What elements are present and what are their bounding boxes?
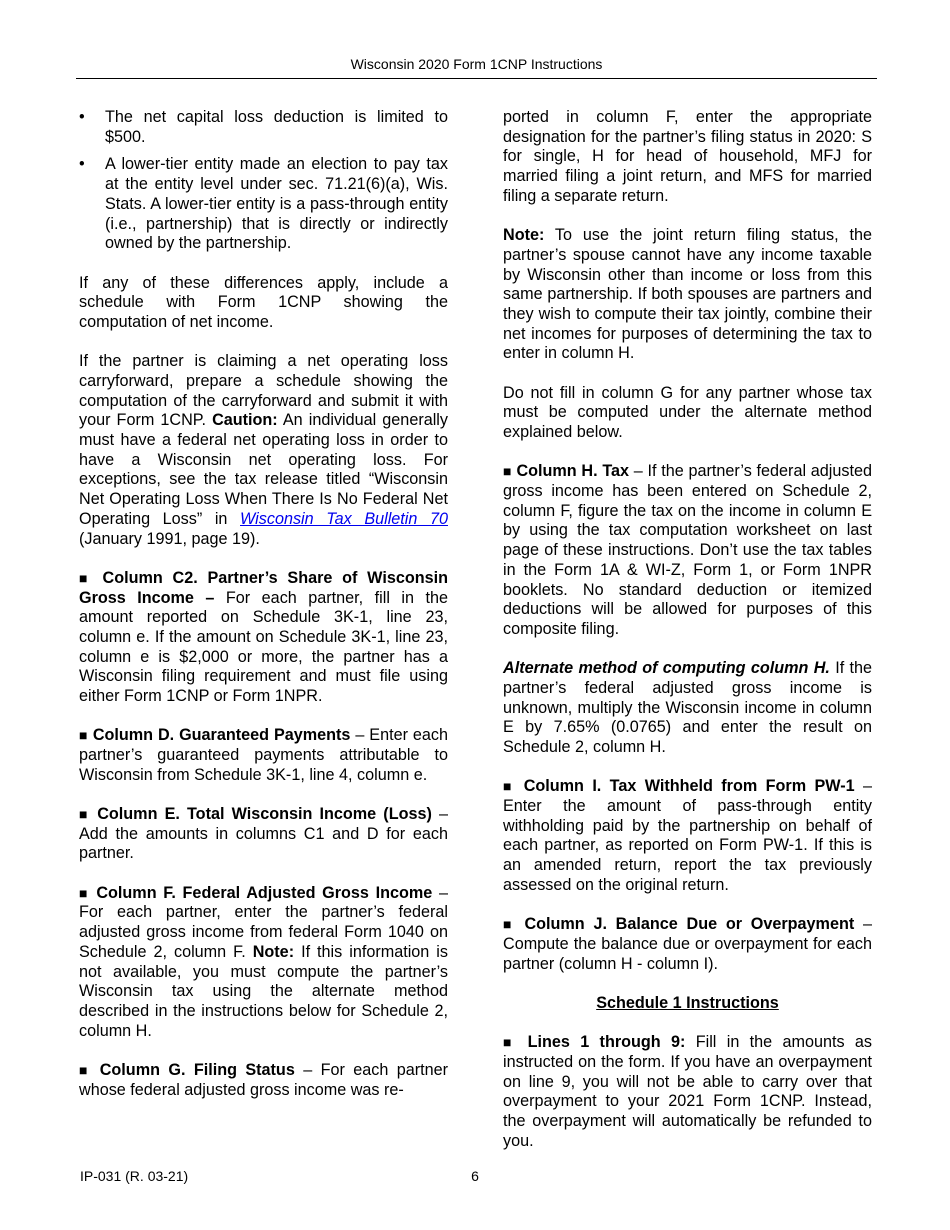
column-d-heading: Column D. Guaranteed Payments (92, 726, 351, 745)
right-column (503, 108, 872, 1171)
column-d-section: ■ Column D. Guaranteed Payments – Enter each partner’s guaranteed payments attributable to Wisconsin from Schedule 3K-1, line 4, column e. (79, 726, 448, 784)
column-g-section: ■ Column G. Filing Status – For each partner whose federal adjusted gross income was re- (79, 1060, 449, 1099)
square-bullet-icon: ■ (79, 806, 91, 823)
column-i-section: ■ Column I. Tax Withheld from Form PW-1 – Enter the amount of pass-through entity withholding paid by the partnership on behalf of each partner, as reported on Form PW-1. If this is an amended return, report the tax previously assessed on the original return. (503, 777, 872, 894)
caution-label: Caution: (212, 411, 278, 430)
tax-bulletin-link[interactable]: Wisconsin Tax Bulletin 70 (240, 509, 448, 528)
list-item: • A lower-tier entity made an election to pay tax at the entity level under sec. 71.21(6)(a), Wis. Stats. A lower-tier entity is a pass-through entity (i.e., partnership) that is directly or indirectly owned by the partnership. (79, 155, 448, 254)
column-i-heading: Column I. Tax Withheld from Form PW-1 (523, 777, 855, 796)
column-g-paragraph: Do not fill in column G for any partner whose tax must be computed under the alternate method explained below. (503, 383, 872, 442)
column-j-section: ■ Column J. Balance Due or Overpayment – Compute the balance due or overpayment for each partner (column H - column I). (503, 915, 872, 973)
square-bullet-icon: ■ (79, 569, 93, 586)
differences-paragraph: If any of these differences apply, include a schedule with Form 1CNP showing the computation of net income. (79, 273, 448, 331)
page-number: 6 (471, 1168, 479, 1184)
column-f-section: ■ Column F. Federal Adjusted Gross Income – For each partner, enter the partner’s federal adjusted gross income from federal Form 1040 on Schedule 2, column F. Note: If this information is not available, you must compute the partner’s Wisconsin tax using the alternate method described in the instructions below for Schedule 2, column H. (79, 883, 448, 1040)
square-bullet-icon: ■ (503, 778, 516, 795)
column-c2-heading: Column C2. Partner’s Share of Wisconsin Gross Income – (79, 568, 448, 607)
filing-status-continued: ported in column F, enter the appropriate designation for the partner’s filing status in 2020: S for single, H for head of household, MFJ for married filing a joint return, and MFS for married filing a separate return. (503, 108, 872, 205)
square-bullet-icon: ■ (503, 916, 516, 933)
square-bullet-icon: ■ (79, 1061, 92, 1078)
column-e-heading: Column E. Total Wisconsin Income (Loss) (97, 805, 432, 824)
joint-return-note: Note: To use the joint return filing status, the partner’s spouse cannot have any income taxable by Wisconsin other than income or loss from this same partnership. If both spouses are partners and they wish to compute their tax jointly, combine their net incomes for purposes of determining the tax to enter in column H. (503, 226, 872, 363)
alternate-method-heading: Alternate method of computing column H. (503, 659, 830, 678)
list-item: • The net capital loss deduction is limited to $500. (79, 108, 448, 147)
schedule-1-heading: Schedule 1 Instructions (596, 993, 779, 1012)
header-rule (76, 78, 877, 79)
note-label: Note: (503, 226, 545, 245)
column-f-heading: Column F. Federal Adjusted Gross Income (96, 883, 433, 902)
note-label: Note: (252, 942, 295, 961)
nol-paragraph: If the partner is claiming a net operating loss carryforward, prepare a schedule showing the computation of the carryforward and submit it with your Form 1CNP. Caution: An individual generally must have a federal net operating loss in order to have a Wisconsin net operating loss. For exceptions, see the tax release titled “Wisconsin Net Operating Loss When There Is No Federal Net Operating Loss” in Wisconsin Tax Bulletin 70 (January 1991, page 19). (79, 352, 448, 548)
difference-list (79, 108, 448, 254)
page-header: Wisconsin 2020 Form 1CNP Instructions (350, 56, 603, 72)
column-e-section: ■ Column E. Total Wisconsin Income (Loss) – Add the amounts in columns C1 and D for each partner. (79, 805, 448, 863)
alternate-method-section: Alternate method of computing column H. If the partner’s federal adjusted gross income is unknown, multiply the Wisconsin income in column E by 7.65% (0.0765) and enter the result on Schedule 2, column H. (503, 659, 872, 757)
column-j-heading: Column J. Balance Due or Overpayment (524, 915, 855, 934)
square-bullet-icon: ■ (503, 1034, 518, 1051)
square-bullet-icon: ■ (503, 463, 512, 480)
column-h-heading: Column H. Tax (516, 462, 630, 481)
square-bullet-icon: ■ (79, 727, 88, 744)
left-column (79, 108, 448, 1120)
lines-heading: Lines 1 through 9: (527, 1033, 686, 1052)
column-h-section: ■ Column H. Tax – If the partner’s federal adjusted gross income has been entered on Schedule 2, column F, figure the tax on the income in column E by using the tax computation worksheet on last page of these instructions. Don’t use the tax tables in the Form 1A & WI-Z, Form 1, or Form 1NPR booklets. No standard deduction or itemized deductions will be allowed for purposes of this composite filing. (503, 462, 872, 638)
column-c2-section: ■ Column C2. Partner’s Share of Wisconsin Gross Income – For each partner, fill in the amount reported on Schedule 3K-1, line 23, column e. If the amount on Schedule 3K-1, line 23, column e is $2,000 or more, the partner has a Wisconsin filing requirement and must file using either Form 1CNP or Form 1NPR. (79, 568, 448, 706)
column-g-heading: Column G. Filing Status (99, 1060, 295, 1079)
lines-section: ■ Lines 1 through 9: Fill in the amounts as instructed on the form. If you have an overpayment on line 9, you will not be able to carry over that overpayment to your 2021 Form 1CNP. Instead, the overpayment will automatically be refunded to you. (503, 1033, 872, 1150)
square-bullet-icon: ■ (79, 884, 90, 901)
form-id: IP-031 (R. 03-21) (80, 1168, 189, 1184)
